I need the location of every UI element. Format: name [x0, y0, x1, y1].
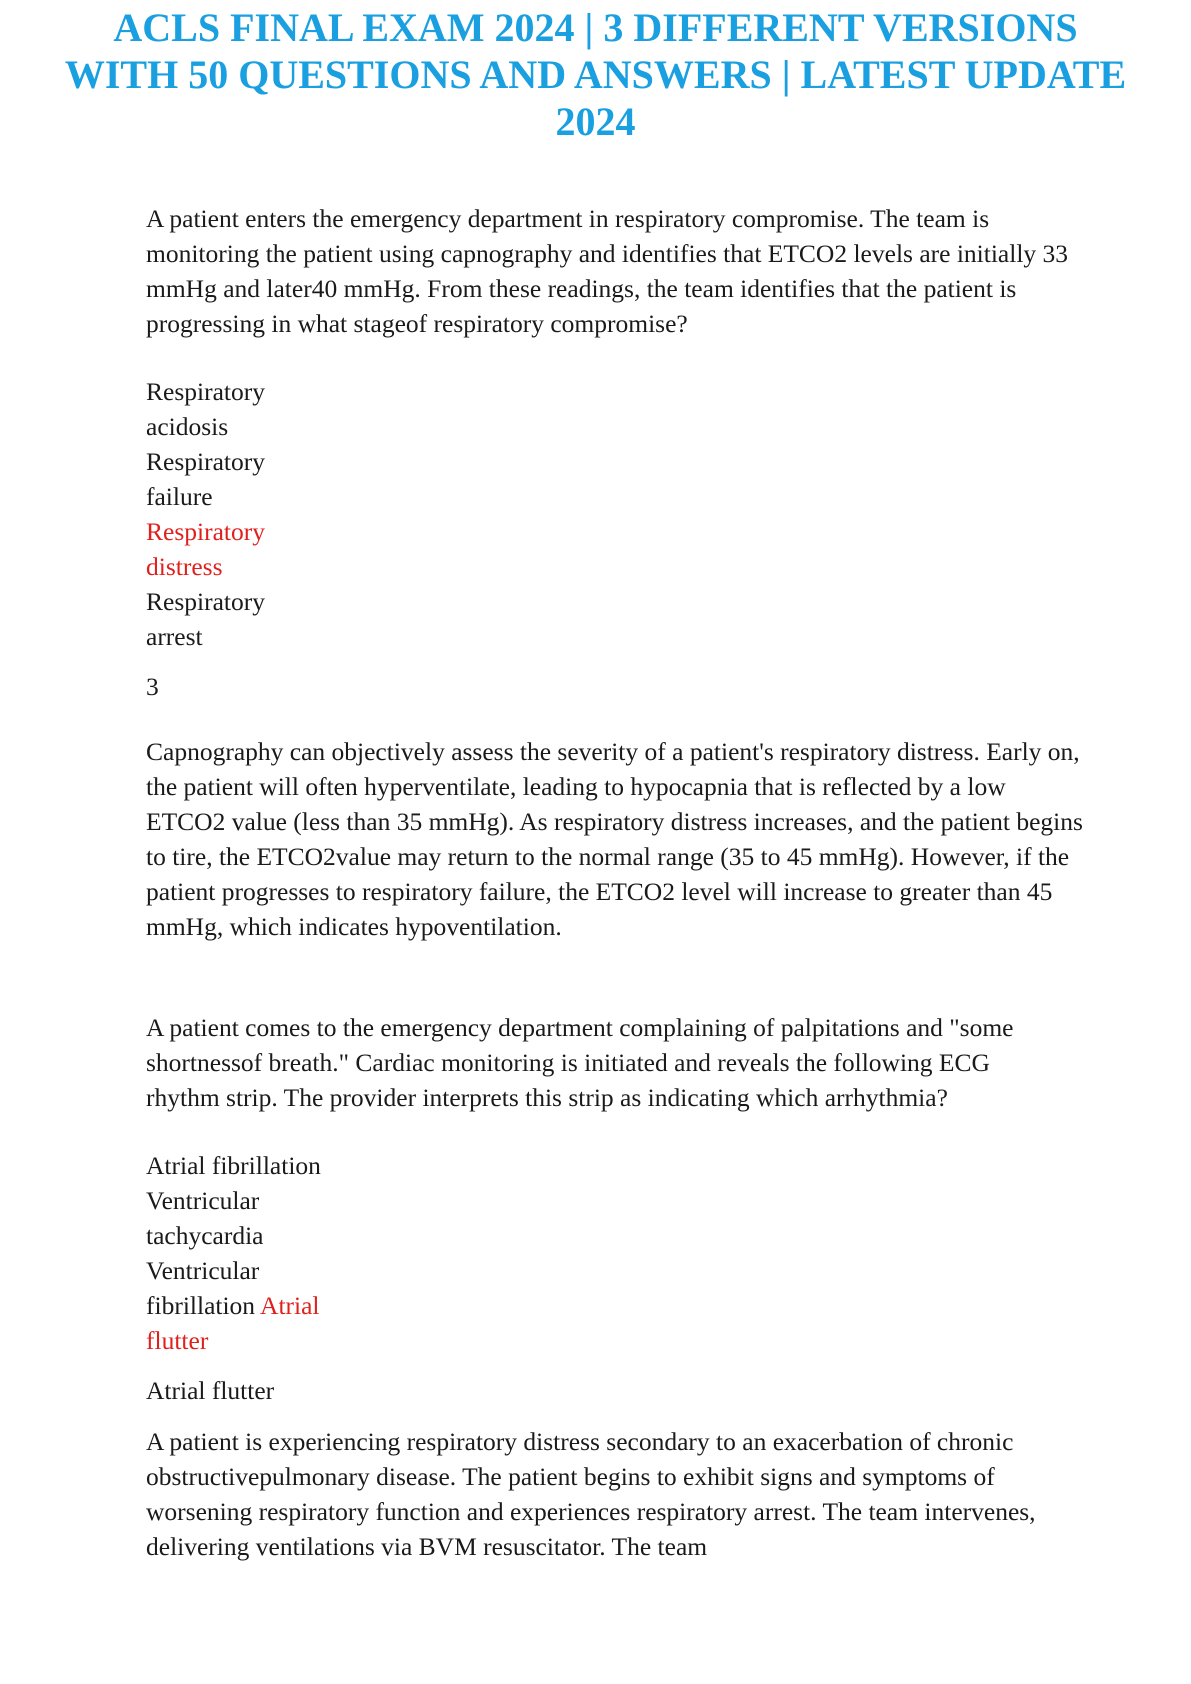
question-1-explanation: Capnography can objectively assess the severity of a patient's respiratory distress. Early on, the patient will often hyperventilate, leading to hypocapnia that is reflected by a low ETCO2 value (less than 35 mmHg). As respiratory distress increases, and the patient begins to tire, the ETCO2value may return to the normal range (35 to 45 mmHg). However, if the patient progresses to respiratory failure, the ETCO2 level will increase to greater than 45 mmHg, which indicates hypoventilation. — [146, 737, 1083, 941]
question-1-answer: 3 — [146, 672, 159, 701]
document-body — [146, 201, 1086, 1564]
question-2-answer: Atrial flutter — [146, 1376, 275, 1405]
question-3-text: A patient is experiencing respiratory distress secondary to an exacerbation of chronic obstructivepulmonary disease. The patient begins to exhibit signs and symptoms of worsening respiratory function and experiences respiratory arrest. The team intervenes, delivering ventilations via BVM resuscitator. The team — [146, 1427, 1036, 1561]
question-1-option-4: Respiratory arrest — [146, 587, 265, 651]
question-2-text: A patient comes to the emergency department complaining of palpitations and "some shortnessof breath." Cardiac monitoring is initiated and reveals the following ECG rhythm strip. The provider interprets this strip as indicating which arrhythmia? — [146, 1013, 1014, 1112]
question-2-options — [146, 1148, 351, 1358]
question-1-text: A patient enters the emergency department in respiratory compromise. The team is monitoring the patient using capnography and identifies that ETCO2 levels are initially 33 mmHg and later40 mmHg. From these readings, the team identifies that the patient is progressing in what stageof respiratory compromise? — [146, 204, 1069, 338]
question-2-option-3: Ventricular fibrillation — [146, 1256, 260, 1320]
question-2-option-1: Atrial fibrillation — [146, 1151, 321, 1180]
question-2-option-2: Ventricular tachycardia — [146, 1186, 264, 1250]
question-1-option-1: Respiratory acidosis — [146, 377, 265, 441]
question-1-option-3-correct: Respiratory distress — [146, 517, 265, 581]
document-title: ACLS FINAL EXAM 2024 | 3 DIFFERENT VERSIONS WITH 50 QUESTIONS AND ANSWERS | LATEST UPDATE 2024 — [64, 5, 1127, 144]
question-1-option-2: Respiratory failure — [146, 447, 265, 511]
question-1-options — [146, 374, 286, 654]
question-2-option-4-correct: Atrial flutter — [146, 1291, 320, 1355]
